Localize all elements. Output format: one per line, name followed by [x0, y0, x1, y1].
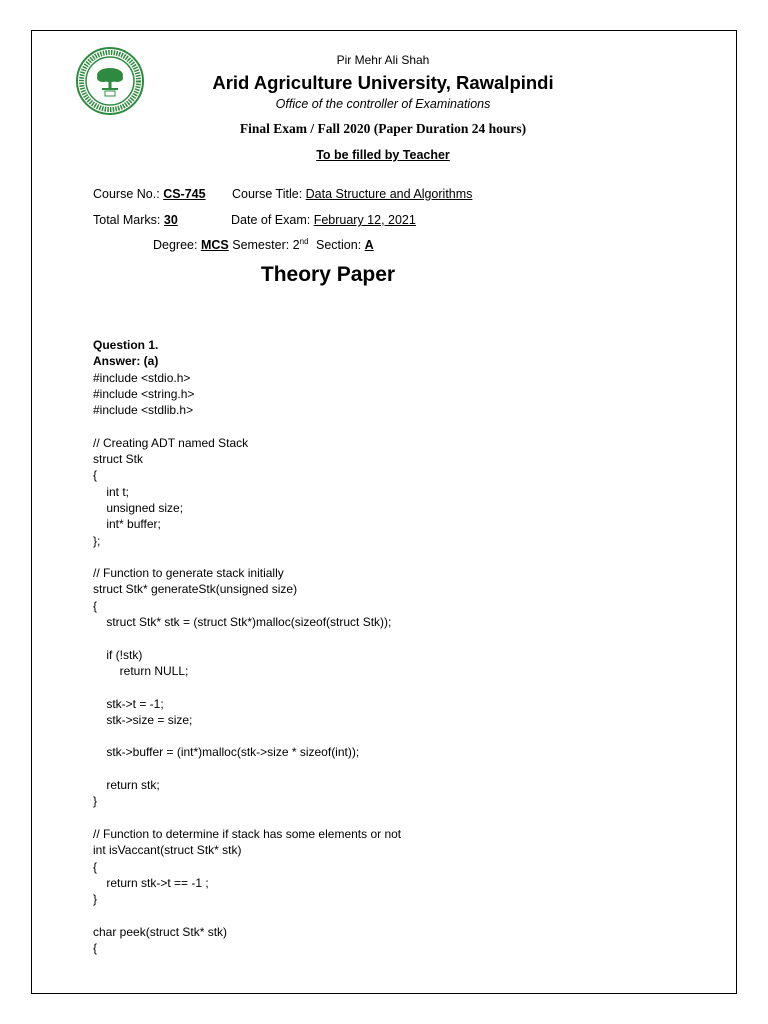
code-line: char peek(struct Stk* stk) — [93, 924, 228, 939]
code-line: // Function to generate stack initially — [93, 566, 284, 581]
paper-title: Theory Paper — [260, 263, 396, 286]
code-line — [93, 418, 401, 434]
code-line — [93, 728, 401, 744]
exam-date-value: February 12, 2021 — [313, 213, 416, 227]
section-value: A — [364, 238, 374, 253]
code-line: if (!stk) — [93, 647, 143, 662]
code-line — [93, 679, 401, 695]
code-line — [93, 549, 401, 565]
exam-title: Final Exam / Fall 2020 (Paper Duration 24 hours) — [239, 121, 527, 136]
exam-date-label: Date of Exam: — [231, 213, 311, 227]
semester-label: Semester: 2 — [232, 238, 300, 253]
teacher-section-heading: To be filled by Teacher — [316, 148, 450, 162]
course-title-value: Data Structure and Algorithms — [305, 187, 473, 201]
code-line: } — [93, 794, 98, 809]
section-label: Section: — [316, 238, 362, 253]
code-line: Answer: (a) — [93, 354, 159, 369]
code-line: int t; — [93, 484, 130, 499]
code-line: stk->t = -1; — [93, 696, 164, 711]
course-title-row — [232, 187, 472, 201]
university-seal-icon — [76, 47, 144, 115]
course-title-label: Course Title: — [232, 187, 303, 201]
code-line — [93, 630, 401, 646]
code-line: struct Stk* generateStk(unsigned size) — [93, 582, 298, 597]
code-line: #include <string.h> — [93, 386, 195, 401]
semester-suffix: nd — [299, 237, 309, 246]
code-line: struct Stk — [93, 452, 144, 467]
code-line: } — [93, 892, 98, 907]
code-line: stk->buffer = (int*)malloc(stk->size * sizeof(int)); — [93, 745, 360, 760]
code-line: #include <stdlib.h> — [93, 403, 194, 418]
degree-value: MCS — [200, 238, 229, 253]
total-marks-label: Total Marks: — [93, 213, 161, 227]
office-name: Office of the controller of Examinations — [275, 97, 491, 111]
code-line: struct Stk* stk = (struct Stk*)malloc(sizeof(struct Stk)); — [93, 615, 392, 630]
code-line: Question 1. — [93, 338, 159, 352]
code-line: { — [93, 468, 98, 483]
code-line: { — [93, 940, 98, 955]
code-line: return stk; — [93, 778, 160, 793]
code-line — [93, 907, 401, 923]
code-line: int isVaccant(struct Stk* stk) — [93, 843, 242, 858]
exam-date-row — [231, 213, 416, 227]
course-no-label: Course No.: — [93, 187, 160, 201]
code-line — [93, 761, 401, 777]
code-line: { — [93, 598, 98, 613]
total-marks-value: 30 — [163, 213, 178, 227]
code-line: stk->size = size; — [93, 712, 193, 727]
code-line: return NULL; — [93, 663, 189, 678]
answer-code-block — [93, 337, 401, 956]
code-line: return stk->t == -1 ; — [93, 875, 209, 890]
code-line: // Function to determine if stack has some elements or not — [93, 826, 402, 841]
code-line: #include <stdio.h> — [93, 370, 191, 385]
degree-row — [153, 237, 374, 252]
course-no-value: CS-745 — [163, 187, 206, 201]
total-marks-row — [93, 213, 178, 227]
institution-prefix: Pir Mehr Ali Shah — [336, 53, 430, 67]
code-line: }; — [93, 533, 101, 548]
course-number-row — [93, 187, 206, 201]
university-name: Arid Agriculture University, Rawalpindi — [212, 72, 554, 93]
code-line — [93, 810, 401, 826]
code-line: int* buffer; — [93, 517, 161, 532]
code-line: { — [93, 859, 98, 874]
code-line: unsigned size; — [93, 500, 184, 515]
code-line: // Creating ADT named Stack — [93, 435, 249, 450]
degree-label: Degree: — [153, 238, 198, 253]
